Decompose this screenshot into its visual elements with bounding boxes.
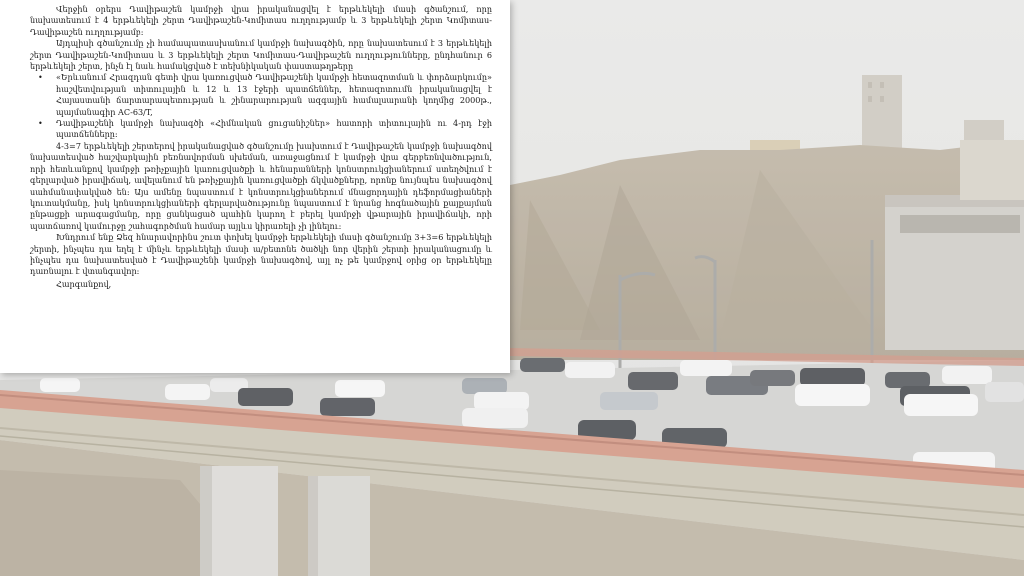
letter-document xyxy=(0,0,510,373)
body-paragraph: Խնդրում ենք Ձեզ հնարավորինս շուտ փոխել կամրջի երթևեկելի մասի գծանշումը 3+3=6 երթևեկելի շերտի, ինչպես դա եղել է մինչև երթևեկելի մասի ա/բետոնե ծածկի նոր վերին շերտի իրականացումը և ինչպես դա նախատեսված է Դավիթաշենի կամրջի նախագծով, այլ ոչ թե կամրջով օրից օր երթևեկելը դառնալու է վտանգավոր: xyxy=(30,232,492,277)
body-paragraph: 4-3=7 երթևեկելի շերտերով իրականացված գծանշումը խախտում է Դավիթաշեն կամրջի նախագծով նախատեսված հաշվարկային բեռնավորման սխեման, առաջացնում է կամրջի վրա գերբեռնվածություն, որի հետևանքով կամրջի թռիչքային կառուցվածքի և հենարանների կոնստրուկցիաներում ստեղծվում է գերլարված իրավիճակ, ավելանում են թռիչքային կառուցվածքի ճկվածքները, որոնք նույնպես նախագծով սահմանափակված են: Այս ամենը նպաստում է կոնստրուկցիաներում մնացորդային դեֆորմացիաների կուտակմանը, իսկ կոնստրուկցիաների գերլարվածությունը նպաստում է նրանց հոգնածային քայքայման ընթացքի արագացմանը, որը ցանկացած պահին կարող է բերել կամրջի վթարային իրավիճակի, որի պատճառով կամուրջը շահագործման համար այլևս կիրառելի չի լինելու: xyxy=(30,140,492,231)
bullet-paragraph: • «Երևանում Հրազդան գետի վրա կառուցված Դավիթաշենի կամրջի հետազոտման և փորձարկումը» հաշվետվության տիտուլային և 12 և 13 էջերի պատճեններ, հետազոտումն իրականացվել է Հայաստանի ճարտարապետության և շինարարության ազգային համալսարանի կողմից 2000թ., պայմանագիր AC-63/T, xyxy=(30,72,492,118)
body-paragraph: Այդպիսի գծանշումը չի համապատասխանում կամրջի նախագծին, որը նախատեսում է 3 երթևեկելի շերտ Դավիթաշեն-Կոմիտաս և 3 երթևեկելի շերտ Կոմիտաս-Դավիթաշեն ուղղությունները, ընդհանուր 6 երթևեկելի շերտ, ինչն էլ նաև համակցված է տեխնիկական փաստաթղթերը xyxy=(30,38,492,72)
signoff-text: Հարգանքով, xyxy=(56,278,112,289)
bullet-paragraph: • Դավիթաշենի կամրջի նախագծի «Հիմնական ցուցանիշներ» հատորի տիտուլային ու 4-րդ էջի պատճենները: xyxy=(30,118,492,141)
body-paragraph: Վերջին օրերս Դավիթաշեն կամրջի վրա իրականացվել է երթևեկելի մասի գծանշում, որը նախատեսում է 4 երթևեկելի շերտ Դավիթաշեն-Կոմիտաս ուղղությամբ և 3 երթևեկելի շերտ Կոմիտաս-Դավիթաշեն ուղղությամբ: xyxy=(30,4,492,37)
